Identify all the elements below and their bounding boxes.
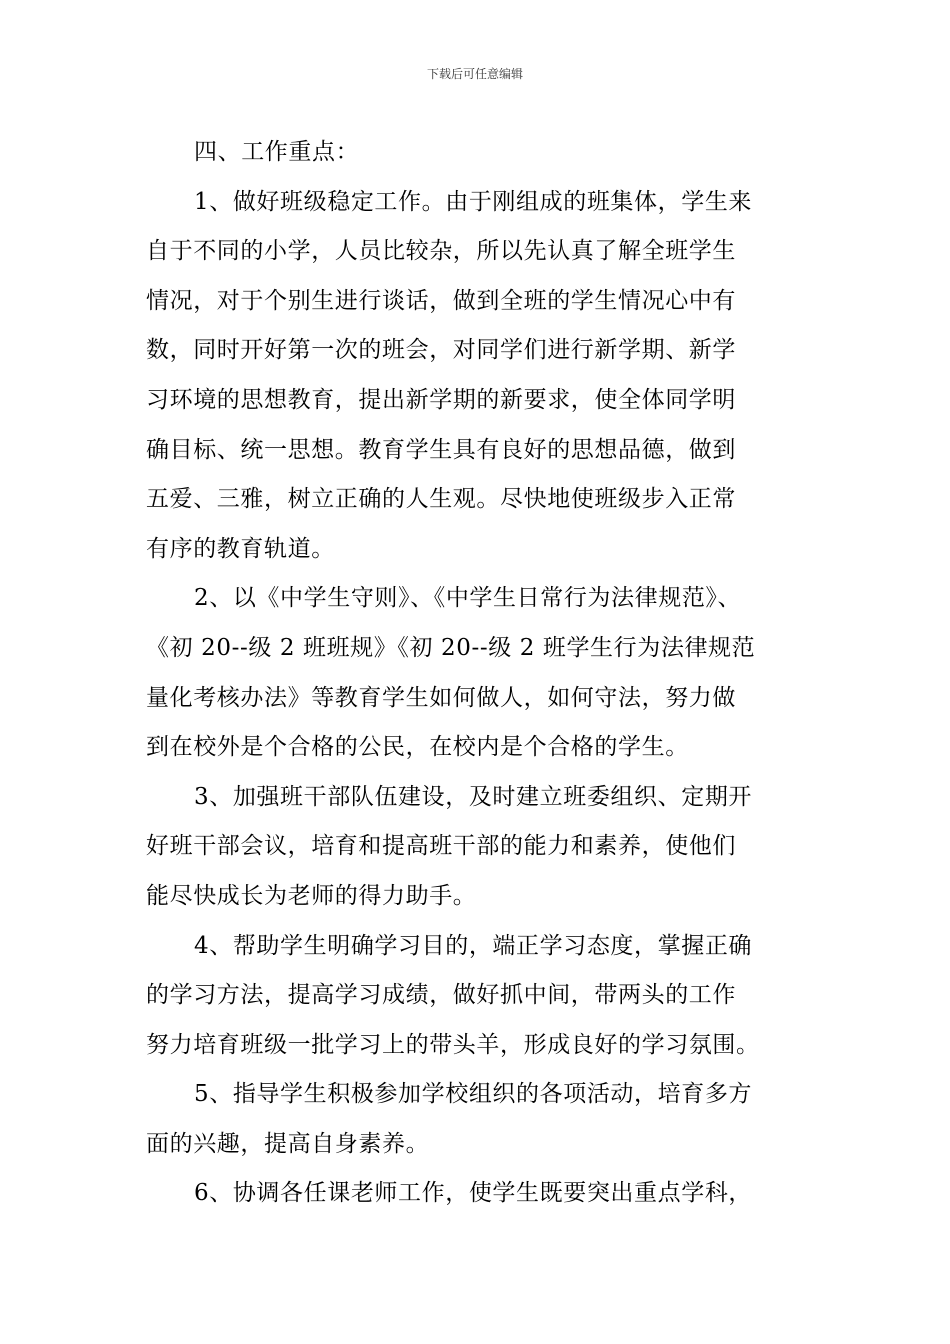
text-line: 6、协调各任课老师工作，使学生既要突出重点学科，: [194, 1180, 753, 1207]
text-line: 习环境的思想教育，提出新学期的新要求，使全体同学明: [146, 386, 736, 413]
text-line: 到在校外是个合格的公民，在校内是个合格的学生。: [146, 734, 689, 761]
text-line: 2、以《中学生守则》、《中学生日常行为法律规范》、: [194, 585, 742, 612]
text-line: 能尽快成长为老师的得力助手。: [146, 882, 477, 909]
text-line: 量化考核办法》等教育学生如何做人，如何守法，努力做: [146, 684, 736, 711]
text-line: 《初 20--级 2 班班规》《初 20--级 2 班学生行为法律规范: [146, 634, 756, 661]
text-line: 情况，对于个别生进行谈话，做到全班的学生情况心中有: [146, 287, 736, 314]
text-line: 面的兴趣，提高自身素养。: [146, 1130, 430, 1157]
text-line: 3、加强班干部队伍建设，及时建立班委组织、定期开: [194, 783, 753, 810]
text-line: 的学习方法，提高学习成绩，做好抓中间，带两头的工作: [146, 982, 736, 1009]
page-header-note: 下载后可任意编辑: [426, 67, 523, 81]
document-body: [146, 128, 806, 1219]
text-line: 五爱、三雅，树立正确的人生观。尽快地使班级步入正常: [146, 486, 736, 513]
text-line: 努力培育班级一批学习上的带头羊，形成良好的学习氛围。: [146, 1031, 760, 1058]
text-line: 4、帮助学生明确学习目的，端正学习态度，掌握正确: [194, 932, 753, 959]
text-line: 四、工作重点：: [194, 139, 360, 165]
text-line: 1、做好班级稳定工作。由于刚组成的班集体，学生来: [194, 188, 753, 215]
text-line: 有序的教育轨道。: [146, 535, 335, 562]
text-line: 自于不同的小学，人员比较杂，所以先认真了解全班学生: [146, 238, 736, 265]
text-line: 好班干部会议，培育和提高班干部的能力和素养，使他们: [146, 833, 736, 860]
text-line: 5、指导学生积极参加学校组织的各项活动，培育多方: [194, 1081, 753, 1108]
text-line: 确目标、统一思想。教育学生具有良好的思想品德，做到: [146, 436, 736, 463]
text-line: 数，同时开好第一次的班会，对同学们进行新学期、新学: [146, 337, 736, 364]
